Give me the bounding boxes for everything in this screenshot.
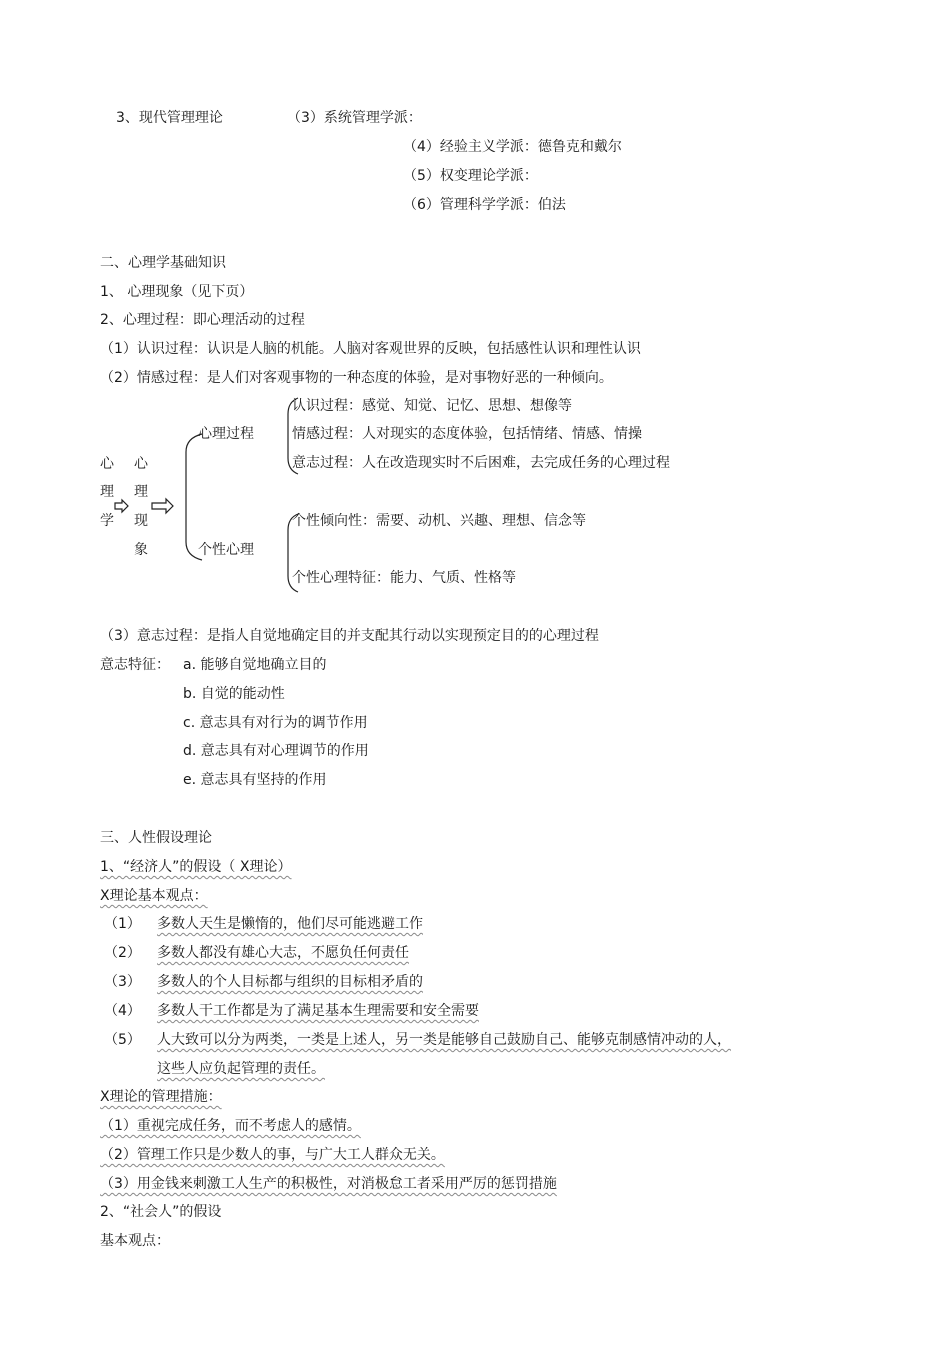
- list-item: （2）管理工作只是少数人的事，与广大工人群众无关。: [100, 1147, 445, 1163]
- mid-char: 现: [134, 513, 148, 529]
- mid-char: 理: [134, 484, 148, 500]
- paragraph: （3）意志过程：是指人自觉地确定目的并支配其行动以实现预定目的的心理过程: [100, 628, 599, 644]
- process-item: 情感过程：人对现实的态度体验，包括情绪、情感、情操: [292, 426, 642, 442]
- process-item: 认识过程：感觉、知觉、记忆、思想、想像等: [292, 398, 572, 414]
- school-item: （5）权变理论学派：: [403, 168, 538, 184]
- personality-item: 个性心理特征：能力、气质、性格等: [292, 570, 516, 586]
- branch-personality: 个性心理: [198, 542, 254, 558]
- school-item: （6）管理科学学派：伯法: [403, 197, 566, 213]
- section-heading: 二、心理学基础知识: [100, 255, 226, 271]
- process-item: 意志过程：人在改造现实时不后困难，去完成任务的心理过程: [292, 455, 670, 471]
- list-item: （3）用金钱来刺激工人生产的积极性，对消极怠工者采用严厉的惩罚措施: [100, 1176, 557, 1192]
- mid-char: 心: [134, 456, 148, 472]
- will-item: a. 能够自觉地确立目的: [183, 657, 327, 673]
- theory-label: 3、现代管理理论: [116, 110, 223, 126]
- subsection-title: X理论基本观点：: [100, 888, 208, 904]
- school-item: （4）经验主义学派：德鲁克和戴尔: [403, 139, 622, 155]
- paragraph: 1、 心理现象（见下页）: [100, 284, 254, 300]
- list-item: （1）重视完成任务，而不考虑人的感情。: [100, 1118, 361, 1134]
- paragraph: （2）情感过程：是人们对客观事物的一种态度的体验，是对事物好恶的一种倾向。: [100, 370, 613, 386]
- list-number: （1）: [104, 916, 141, 932]
- arrow-icon: [114, 499, 130, 513]
- subsection-title: X理论的管理措施：: [100, 1089, 222, 1105]
- school-item: （3）系统管理学派：: [287, 110, 422, 126]
- list-number: （2）: [104, 945, 141, 961]
- list-item: 多数人干工作都是为了满足基本生理需要和安全需要: [157, 1003, 479, 1019]
- paragraph: 基本观点：: [100, 1233, 170, 1249]
- will-item: b. 自觉的能动性: [183, 686, 285, 702]
- will-item: d. 意志具有对心理调节的作用: [183, 743, 369, 759]
- list-number: （3）: [104, 974, 141, 990]
- branch-process: 心理过程: [198, 426, 254, 442]
- paragraph: （1）认识过程：认识是人脑的机能。人脑对客观世界的反映，包括感性认识和理性认识: [100, 341, 641, 357]
- list-number: （5）: [104, 1032, 141, 1048]
- section-heading: 三、人性假设理论: [100, 830, 212, 846]
- subsection-title: 2、“社会人”的假设: [100, 1204, 222, 1220]
- root-char: 心: [100, 456, 114, 472]
- list-item: 多数人的个人目标都与组织的目标相矛盾的: [157, 974, 423, 990]
- root-char: 学: [100, 513, 114, 529]
- arrow-icon: [151, 498, 175, 514]
- root-char: 理: [100, 484, 114, 500]
- list-item: 多数人天生是懒惰的，他们尽可能逃避工作: [157, 916, 423, 932]
- paragraph: 2、心理过程：即心理活动的过程: [100, 312, 305, 328]
- list-item: 多数人都没有雄心大志，不愿负任何责任: [157, 945, 409, 961]
- mid-char: 象: [134, 542, 148, 558]
- personality-item: 个性倾向性：需要、动机、兴趣、理想、信念等: [292, 513, 586, 529]
- list-number: （4）: [104, 1003, 141, 1019]
- will-item: e. 意志具有坚持的作用: [183, 772, 327, 788]
- will-label: 意志特征：: [100, 657, 170, 673]
- will-item: c. 意志具有对行为的调节作用: [183, 715, 368, 731]
- list-item: 这些人应负起管理的责任。: [157, 1061, 325, 1077]
- subsection-title: 1、“经济人”的假设（ X理论）: [100, 859, 292, 875]
- list-item: 人大致可以分为两类，一类是上述人，另一类是能够自己鼓励自己、能够克制感情冲动的人，: [157, 1032, 731, 1048]
